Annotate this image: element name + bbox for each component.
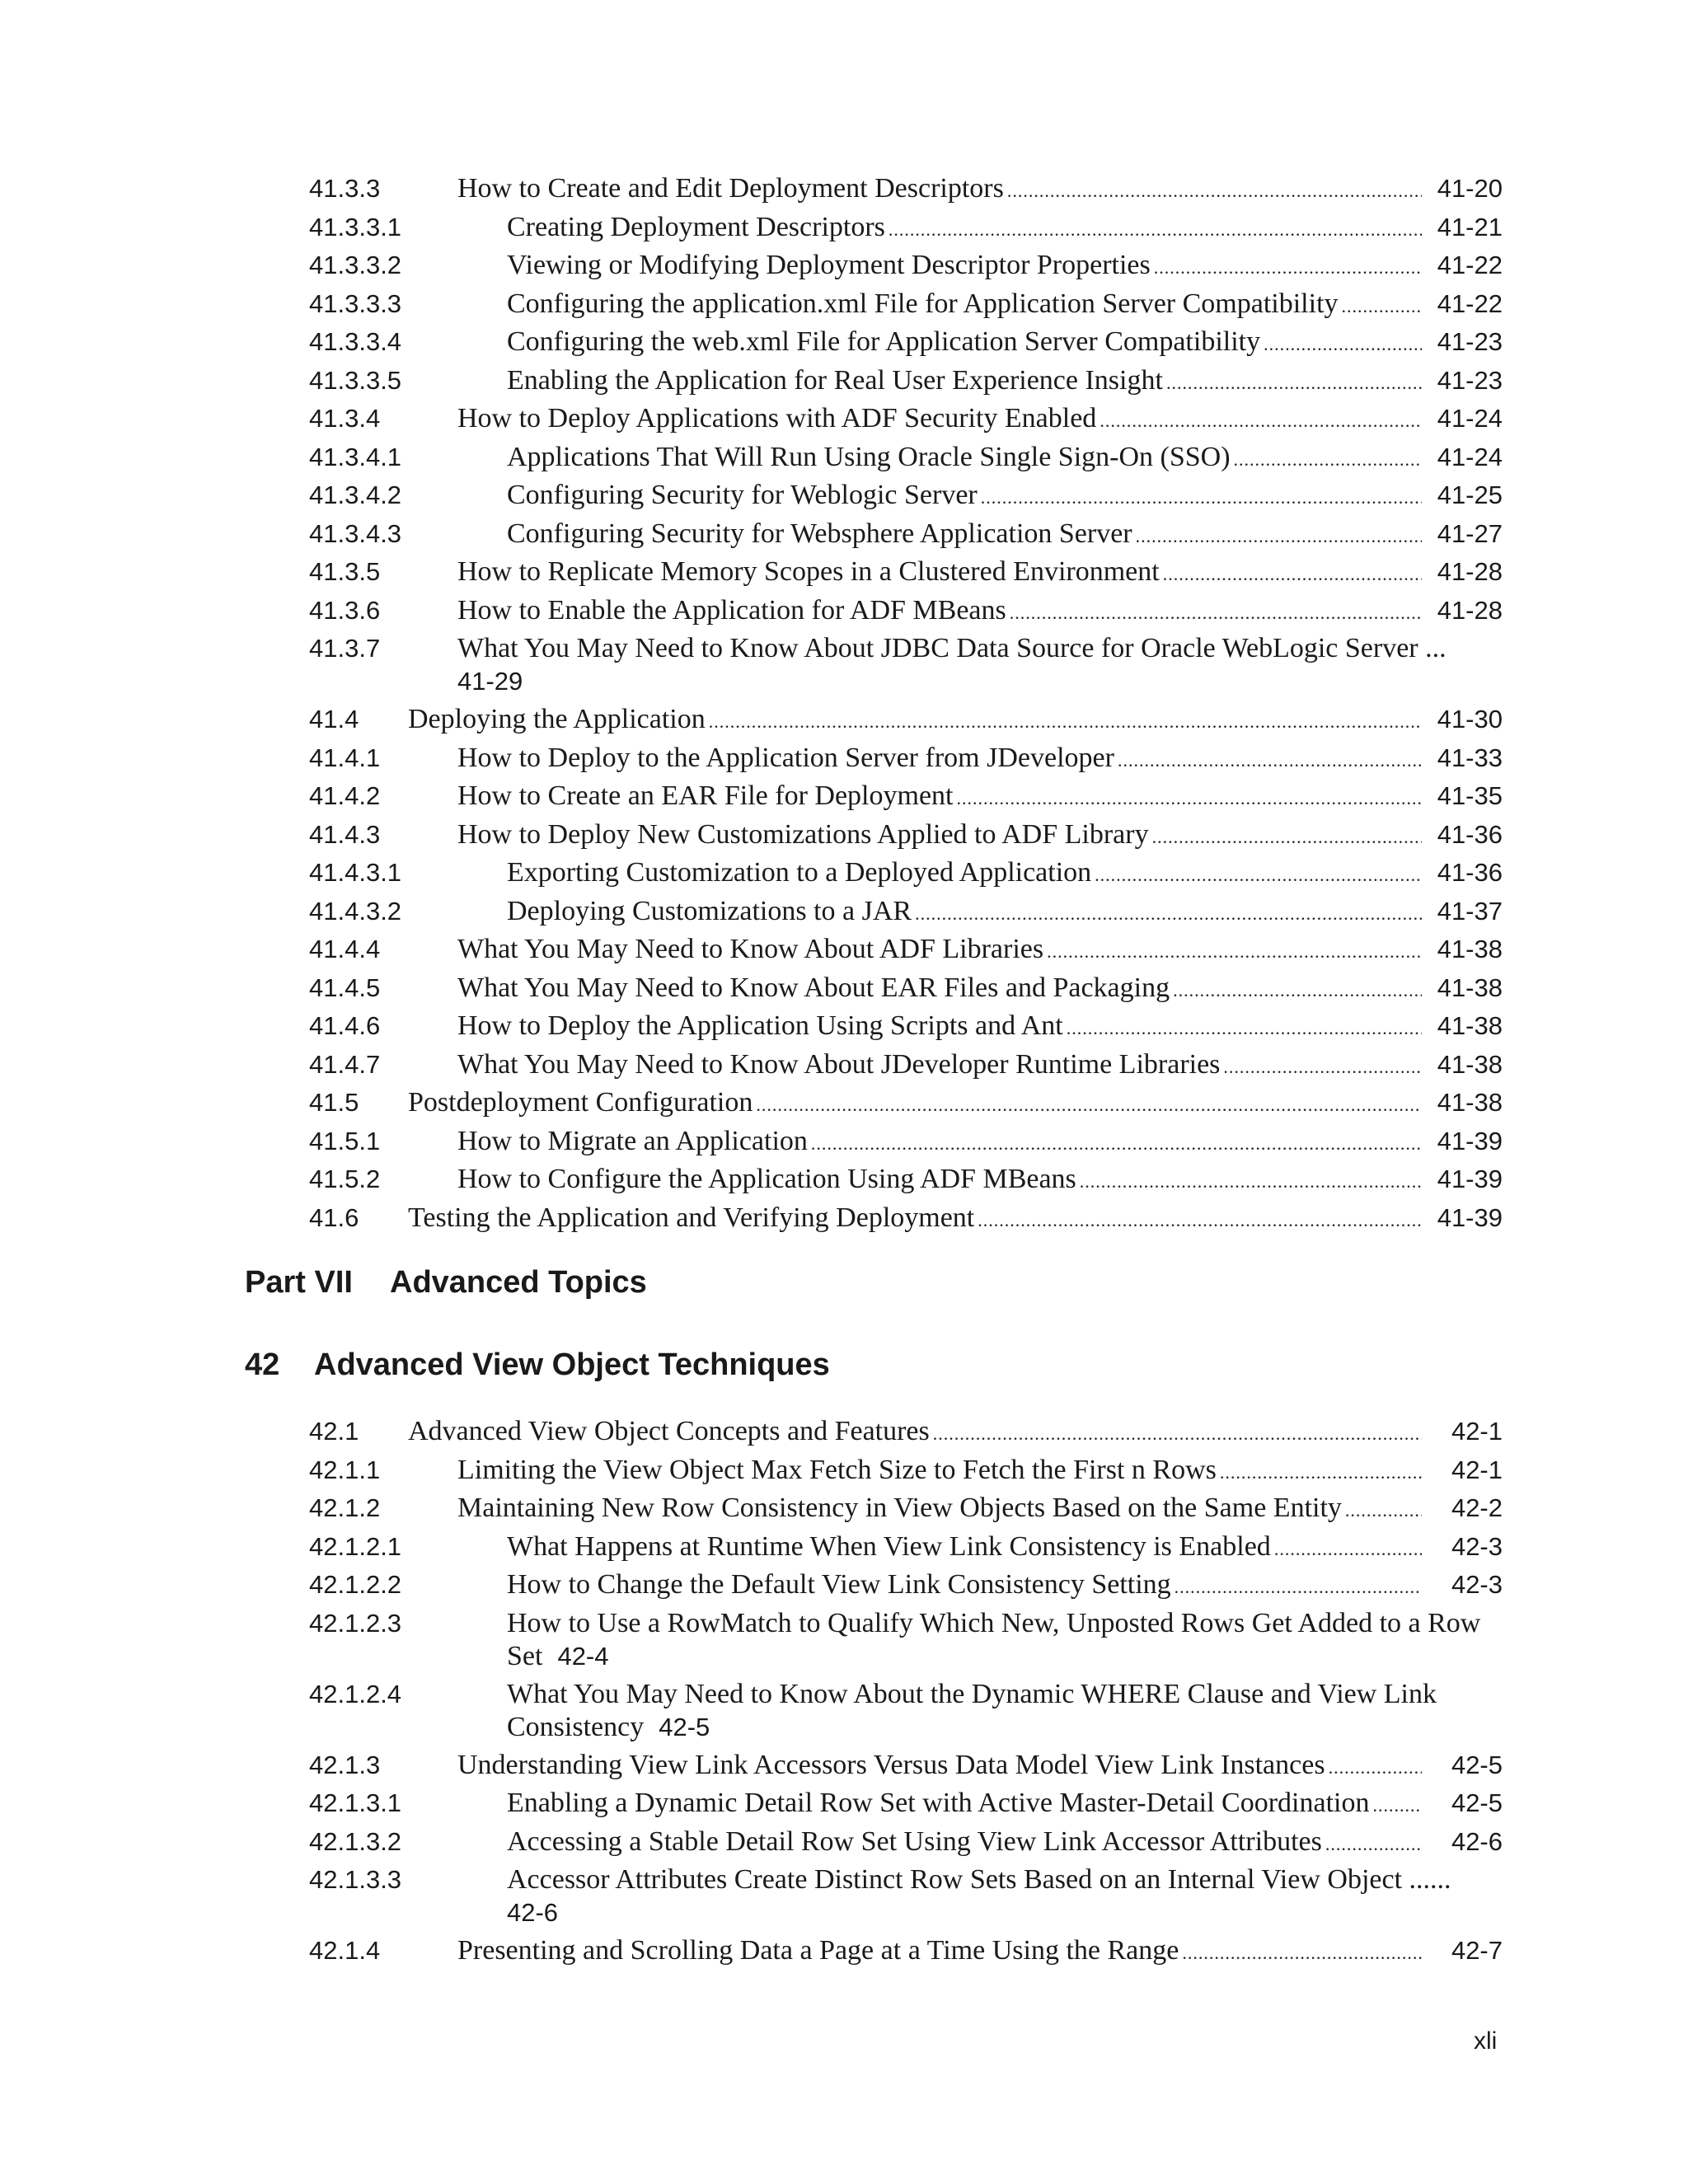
dot-leader xyxy=(1010,594,1422,632)
toc-entry-number: 41.3.4.2 xyxy=(309,480,402,509)
toc-entry-page: 42-1 xyxy=(1451,1417,1503,1446)
toc-entry-line xyxy=(507,893,1503,933)
toc-entry-line xyxy=(507,323,1503,363)
toc-entry-page: 41-23 xyxy=(1437,365,1503,395)
toc-entry-line xyxy=(457,739,1503,780)
toc-entry-title: How to Enable the Application for ADF MBeans xyxy=(457,594,1006,626)
dot-leader xyxy=(1047,933,1422,971)
dot-leader xyxy=(1100,402,1422,440)
toc-entry-page: 42-6 xyxy=(507,1898,559,1927)
dot-leader xyxy=(889,211,1422,249)
toc-entry-page: 42-2 xyxy=(1451,1493,1503,1522)
part-title: Advanced Topics xyxy=(390,1265,647,1300)
dot-leader xyxy=(1325,1825,1422,1863)
toc-entry-title: Applications That Will Run Using Oracle Single Sign-On (SSO) xyxy=(507,441,1231,472)
toc-entry-number: 42.1 xyxy=(309,1417,359,1446)
toc-entry[interactable] xyxy=(309,630,1503,701)
toc-list-chapter-42 xyxy=(309,1413,1503,1971)
toc-entry[interactable] xyxy=(309,1932,1503,1971)
toc-entry-page: 41-27 xyxy=(1437,518,1503,548)
toc-entry-page: 41-38 xyxy=(1437,972,1503,1002)
toc-entry-title: What You May Need to Know About ADF Libraries xyxy=(457,934,1044,964)
toc-entry[interactable] xyxy=(309,592,1503,630)
dot-leader xyxy=(1007,172,1422,210)
toc-entry[interactable] xyxy=(309,553,1503,592)
toc-entry[interactable] xyxy=(309,323,1503,362)
part-label: Part VII xyxy=(245,1265,353,1300)
toc-entry-page: 41-33 xyxy=(1437,743,1503,772)
toc-entry-page: 41-21 xyxy=(1437,212,1503,241)
toc-entry-number: 41.4.7 xyxy=(309,1049,381,1079)
toc-entry-number: 41.5 xyxy=(309,1088,359,1117)
toc-entry-page: 42-5 xyxy=(659,1712,710,1741)
toc-entry-line xyxy=(507,285,1503,326)
dot-leader xyxy=(1163,555,1422,593)
toc-entry-number: 42.1.3.1 xyxy=(309,1788,402,1817)
dot-leader xyxy=(1067,1010,1422,1047)
toc-entry-page: 41-38 xyxy=(1437,1011,1503,1040)
toc-entry-line xyxy=(457,170,1503,210)
toc-entry-number: 41.4.6 xyxy=(309,1011,381,1040)
toc-entry-number: 41.5.2 xyxy=(309,1165,381,1193)
toc-entry-title: Maintaining New Row Consistency in View Objects Based on the Same Entity xyxy=(457,1493,1342,1523)
toc-entry-page: 41-39 xyxy=(1437,1202,1503,1232)
toc-entry-title: How to Deploy New Customizations Applied to ADF Library xyxy=(457,818,1149,850)
toc-entry-line xyxy=(457,553,1503,593)
dot-leader xyxy=(1220,1454,1422,1492)
toc-entry-number: 42.1.3 xyxy=(309,1750,381,1779)
dot-leader xyxy=(1095,856,1422,894)
dot-leader xyxy=(1223,1048,1422,1086)
toc-entry[interactable] xyxy=(309,816,1503,855)
dot-leader xyxy=(1264,326,1422,363)
page-folio: xli xyxy=(1474,2027,1498,2055)
dot-leader xyxy=(1154,249,1422,287)
toc-entry-title: Configuring Security for Websphere Application Server xyxy=(507,518,1132,549)
toc-list-chapter-41 xyxy=(309,170,1503,1237)
toc-entry-title: How to Migrate an Application xyxy=(457,1125,808,1156)
toc-entry-title: Presenting and Scrolling Data a Page at a Time Using the Range xyxy=(457,1935,1179,1966)
toc-entry[interactable] xyxy=(309,1122,1503,1161)
toc-entry[interactable] xyxy=(309,246,1503,285)
toc-entry-title: Viewing or Modifying Deployment Descriptor Properties xyxy=(507,250,1151,280)
dot-leader xyxy=(1175,1568,1422,1606)
toc-entry[interactable] xyxy=(309,1199,1503,1238)
toc-entry-title: Enabling a Dynamic Detail Row Set with Active Master-Detail Coordination xyxy=(507,1788,1370,1818)
toc-entry-line xyxy=(457,1160,1503,1201)
toc-entry-title: How to Deploy the Application Using Scripts and Ant xyxy=(457,1010,1063,1041)
toc-entry-number: 41.3.7 xyxy=(309,634,381,663)
toc-entry-page: 41-30 xyxy=(1437,705,1503,733)
toc-entry[interactable] xyxy=(309,1413,1503,1451)
chapter-title: Advanced View Object Techniques xyxy=(314,1347,830,1382)
toc-entry-page: 41-22 xyxy=(1437,288,1503,318)
toc-entry-line xyxy=(457,1746,1503,1787)
toc-entry-page: 41-37 xyxy=(1437,896,1503,926)
toc-entry-line xyxy=(507,1823,1503,1863)
toc-entry-page: 41-35 xyxy=(1437,781,1503,810)
toc-entry[interactable] xyxy=(309,854,1503,893)
toc-entry-page: 41-39 xyxy=(1437,1126,1503,1155)
toc-entry-number: 42.1.3.2 xyxy=(309,1826,402,1856)
dot-leader xyxy=(1173,972,1422,1010)
toc-entry-page: 41-29 xyxy=(457,667,523,696)
toc-entry-line xyxy=(507,1678,1503,1744)
toc-entry-number: 41.4.2 xyxy=(309,781,381,810)
toc-entry-number: 42.1.2.3 xyxy=(309,1608,402,1638)
toc-entry[interactable] xyxy=(309,170,1503,209)
toc-entry-page: 42-7 xyxy=(1451,1936,1503,1965)
toc-entry-title: Configuring the application.xml File for Application Server Compatibility xyxy=(507,288,1339,319)
toc-entry-line xyxy=(408,1084,1503,1124)
dot-leader xyxy=(1182,1934,1422,1972)
toc-entry[interactable] xyxy=(309,285,1503,324)
toc-entry-title: Understanding View Link Accessors Versus Data Model View Link Instances xyxy=(457,1749,1325,1780)
toc-entry-number: 41.6 xyxy=(309,1202,359,1232)
toc-entry[interactable] xyxy=(309,969,1503,1008)
toc-entry-line xyxy=(457,1007,1503,1047)
toc-entry-page: 41-28 xyxy=(1437,557,1503,586)
dot-leader xyxy=(978,1202,1422,1240)
toc-entry-title: Accessor Attributes Create Distinct Row Sets Based on an Internal View Object xyxy=(507,1864,1403,1895)
toc-entry-number: 41.3.6 xyxy=(309,595,381,625)
toc-entry[interactable] xyxy=(309,1084,1503,1122)
toc-entry-title: How to Use a RowMatch to Qualify Which New, Unposted Rows Get Added to a Row Set xyxy=(507,1607,1481,1671)
toc-entry-line xyxy=(457,592,1503,632)
toc-entry-number: 41.4 xyxy=(309,705,359,733)
toc-entry-title: What You May Need to Know About the Dynamic WHERE Clause and View Link Consistency xyxy=(507,1678,1437,1742)
toc-entry[interactable] xyxy=(309,438,1503,477)
toc-entry-line xyxy=(457,1122,1503,1163)
toc-entry-number: 42.1.2.2 xyxy=(309,1570,402,1599)
toc-entry-number: 41.3.5 xyxy=(309,557,381,586)
toc-entry-number: 41.3.3.1 xyxy=(309,212,402,241)
toc-entry-title: How to Replicate Memory Scopes in a Clustered Environment xyxy=(457,556,1160,587)
toc-entry[interactable] xyxy=(309,739,1503,778)
toc-entry[interactable] xyxy=(309,1784,1503,1823)
dot-leader xyxy=(1329,1749,1422,1787)
dot-leader xyxy=(1372,1787,1422,1825)
toc-entry-number: 42.1.4 xyxy=(309,1936,381,1965)
toc-entry-title: Testing the Application and Verifying Deployment xyxy=(408,1202,975,1233)
dot-leader xyxy=(1345,1492,1422,1530)
toc-entry-page: 41-23 xyxy=(1437,327,1503,356)
toc-entry-page: 41-24 xyxy=(1437,442,1503,471)
toc-entry-number: 42.1.2.1 xyxy=(309,1531,402,1561)
dot-leader xyxy=(709,703,1422,741)
toc-entry-number: 41.4.1 xyxy=(309,743,381,772)
toc-entry-leader-tail: ...... xyxy=(1402,1864,1451,1895)
toc-entry-line xyxy=(507,854,1503,894)
toc-entry-title: Configuring the web.xml File for Application Server Compatibility xyxy=(507,326,1261,357)
toc-entry-title: Enabling the Application for Real User Experience Insight xyxy=(507,364,1163,396)
toc-entry-page: 41-36 xyxy=(1437,858,1503,887)
toc-entry-page: 41-22 xyxy=(1437,251,1503,279)
toc-entry[interactable] xyxy=(309,476,1503,515)
toc-entry-number: 41.4.3.2 xyxy=(309,896,402,926)
dot-leader xyxy=(1136,518,1422,555)
toc-entry-line xyxy=(507,1863,1503,1929)
toc-entry-title: How to Deploy Applications with ADF Security Enabled xyxy=(457,403,1097,434)
toc-entry-page: 42-3 xyxy=(1451,1531,1503,1561)
dot-leader xyxy=(1166,364,1422,402)
toc-entry-number: 41.3.4.1 xyxy=(309,442,402,471)
toc-entry-page: 42-5 xyxy=(1451,1750,1503,1779)
toc-entry-line xyxy=(457,969,1503,1010)
toc-entry-line xyxy=(457,930,1503,971)
toc-entry[interactable] xyxy=(309,930,1503,969)
toc-entry-page: 41-25 xyxy=(1437,480,1503,509)
toc-entry-page: 41-28 xyxy=(1437,595,1503,625)
toc-entry-title: Exporting Customization to a Deployed Application xyxy=(507,857,1092,888)
toc-entry-title: How to Change the Default View Link Consistency Setting xyxy=(507,1569,1171,1600)
toc-entry-page: 42-3 xyxy=(1451,1570,1503,1599)
toc-entry-title: Advanced View Object Concepts and Features xyxy=(408,1416,930,1446)
toc-entry-page: 41-38 xyxy=(1437,1049,1503,1079)
dot-leader xyxy=(915,895,1422,933)
toc-entry[interactable] xyxy=(309,1566,1503,1605)
toc-entry-page: 42-4 xyxy=(557,1641,609,1671)
toc-entry-line xyxy=(457,1451,1503,1492)
toc-entry-title: How to Configure the Application Using ADF MBeans xyxy=(457,1164,1076,1194)
toc-entry-leader-tail: ... xyxy=(1418,633,1447,663)
part-heading xyxy=(245,1265,647,1301)
toc-entry[interactable] xyxy=(309,1861,1503,1932)
toc-entry-title: What You May Need to Know About JDBC Data Source for Oracle WebLogic Server xyxy=(457,633,1418,663)
toc-entry-number: 41.5.1 xyxy=(309,1126,381,1155)
toc-entry-number: 42.1.3.3 xyxy=(309,1865,402,1894)
toc-entry-line xyxy=(507,1528,1503,1568)
toc-entry-number: 41.3.4 xyxy=(309,404,381,433)
toc-entry-line xyxy=(457,400,1503,440)
toc-entry[interactable] xyxy=(309,209,1503,247)
toc-entry-line xyxy=(408,701,1503,741)
toc-entry[interactable] xyxy=(309,1489,1503,1528)
toc-entry-page: 41-24 xyxy=(1437,404,1503,433)
toc-entry-title: How to Deploy to the Application Server from JDeveloper xyxy=(457,742,1114,773)
toc-entry[interactable] xyxy=(309,1746,1503,1785)
toc-entry-line xyxy=(507,515,1503,555)
toc-entry-page: 41-20 xyxy=(1437,174,1503,203)
toc-entry-number: 41.4.4 xyxy=(309,935,381,963)
toc-entry-line xyxy=(457,1046,1503,1086)
toc-entry[interactable] xyxy=(309,1046,1503,1085)
toc-entry-page: 41-38 xyxy=(1437,935,1503,963)
toc-entry-title: Accessing a Stable Detail Row Set Using View Link Accessor Attributes xyxy=(507,1825,1322,1857)
toc-entry-line xyxy=(507,438,1503,479)
toc-entry[interactable] xyxy=(309,1007,1503,1046)
toc-entry-line xyxy=(457,1489,1503,1530)
toc-entry-number: 41.3.3 xyxy=(309,174,381,203)
toc-entry[interactable] xyxy=(309,362,1503,401)
toc-entry-number: 41.3.4.3 xyxy=(309,518,402,548)
toc-entry-number: 41.3.3.4 xyxy=(309,327,402,356)
toc-entry-page: 41-38 xyxy=(1437,1088,1503,1117)
toc-entry-title: Configuring Security for Weblogic Server xyxy=(507,480,978,510)
toc-entry[interactable] xyxy=(309,515,1503,554)
toc-entry-page: 42-1 xyxy=(1451,1455,1503,1484)
toc-entry[interactable] xyxy=(309,1675,1503,1746)
toc-entry-line xyxy=(507,209,1503,249)
dot-leader xyxy=(956,780,1422,818)
toc-entry-title: Postdeployment Configuration xyxy=(408,1087,753,1118)
toc-entry-line xyxy=(507,1607,1503,1673)
toc-entry-number: 41.3.3.3 xyxy=(309,288,402,318)
toc-entry-line xyxy=(507,362,1503,402)
toc-entry-page: 41-36 xyxy=(1437,819,1503,849)
toc-entry-number: 42.1.1 xyxy=(309,1455,381,1484)
toc-entry-number: 41.3.3.5 xyxy=(309,365,402,395)
toc-entry-line xyxy=(408,1413,1503,1453)
dot-leader xyxy=(756,1086,1422,1124)
toc-entry-number: 41.4.3 xyxy=(309,819,381,849)
toc-entry-title: Creating Deployment Descriptors xyxy=(507,211,885,242)
chapter-heading xyxy=(245,1347,830,1383)
toc-entry-line xyxy=(507,1566,1503,1606)
toc-entry[interactable] xyxy=(309,1823,1503,1862)
toc-entry-title: How to Create an EAR File for Deployment xyxy=(457,780,954,811)
toc-entry[interactable] xyxy=(309,1605,1503,1675)
toc-entry-page: 42-5 xyxy=(1451,1788,1503,1817)
toc-entry-number: 42.1.2 xyxy=(309,1493,381,1522)
toc-entry-title: What Happens at Runtime When View Link Consistency is Enabled xyxy=(507,1530,1271,1562)
toc-entry-title: What You May Need to Know About JDeveloper Runtime Libraries xyxy=(457,1048,1221,1080)
toc-entry[interactable] xyxy=(309,400,1503,438)
dot-leader xyxy=(1118,742,1422,780)
toc-entry-line xyxy=(507,246,1503,287)
toc-entry-line xyxy=(457,1932,1503,1972)
toc-entry-number: 41.4.5 xyxy=(309,972,381,1002)
toc-entry-title: Deploying Customizations to a JAR xyxy=(507,895,912,926)
toc-entry-number: 41.3.3.2 xyxy=(309,251,402,279)
toc-entry[interactable] xyxy=(309,701,1503,739)
dot-leader xyxy=(1342,288,1422,326)
dot-leader xyxy=(1234,441,1422,479)
dot-leader xyxy=(933,1415,1422,1453)
toc-entry-page: 42-6 xyxy=(1451,1826,1503,1856)
toc-entry[interactable] xyxy=(309,1451,1503,1490)
toc-entry-line xyxy=(457,816,1503,856)
dot-leader xyxy=(811,1125,1422,1163)
toc-entry-title: Limiting the View Object Max Fetch Size to Fetch the First n Rows xyxy=(457,1454,1217,1485)
toc-entry-title: How to Create and Edit Deployment Descriptors xyxy=(457,173,1004,204)
toc-entry-line xyxy=(507,1784,1503,1825)
dot-leader xyxy=(981,479,1422,517)
chapter-number: 42 xyxy=(245,1347,280,1382)
toc-entry-line xyxy=(408,1199,1503,1240)
toc-entry-number: 41.4.3.1 xyxy=(309,858,402,887)
toc-entry[interactable] xyxy=(309,1160,1503,1199)
dot-leader xyxy=(1274,1530,1422,1568)
toc-entry-line xyxy=(457,777,1503,818)
toc-entry[interactable] xyxy=(309,893,1503,931)
dot-leader xyxy=(1152,818,1422,856)
toc-entry[interactable] xyxy=(309,1528,1503,1567)
toc-entry-number: 42.1.2.4 xyxy=(309,1679,402,1708)
toc-entry-line xyxy=(507,476,1503,517)
toc-entry-line xyxy=(457,632,1503,698)
toc-entry[interactable] xyxy=(309,777,1503,816)
toc-entry-title: What You May Need to Know About EAR Files and Packaging xyxy=(457,972,1170,1003)
toc-entry-page: 41-39 xyxy=(1437,1165,1503,1193)
toc-entry-title: Deploying the Application xyxy=(408,704,706,734)
dot-leader xyxy=(1080,1163,1422,1201)
